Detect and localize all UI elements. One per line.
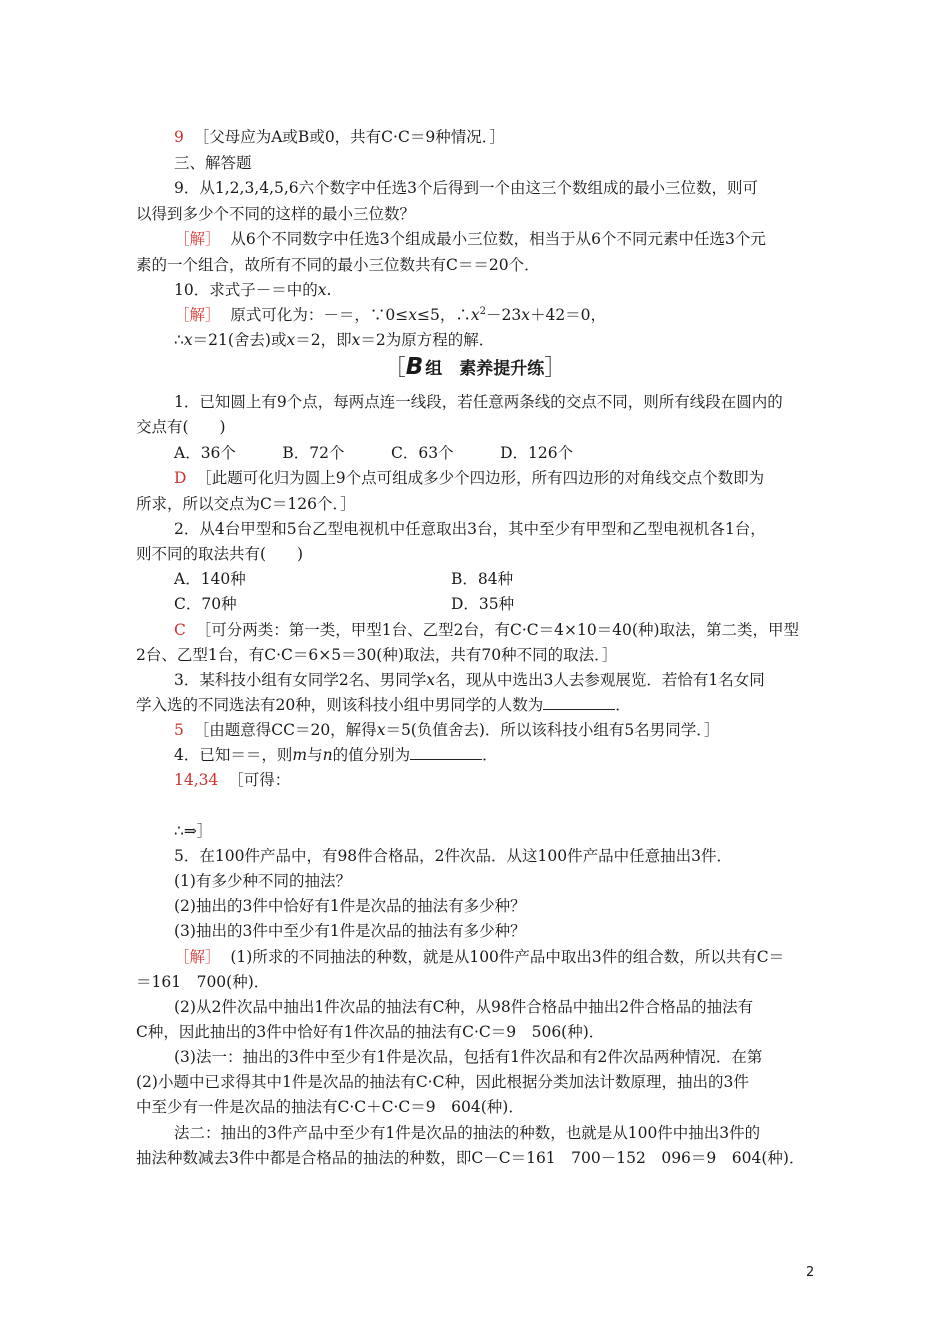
section-heading-label: ［B 组 素养提升练］ (383, 354, 567, 381)
solution-text: C种，因此抽出的3件中恰好有1件次品的抽法有C·C＝9 506(种)． (136, 1023, 605, 1041)
solution-text: (2)从2件次品中抽出1件次品的抽法有C种，从98件合格品中抽出2件合格品的抽法有 (174, 998, 754, 1016)
question-text: (3)抽出的3件中至少有1件是次品的抽法有多少种？ (174, 922, 526, 940)
section-title: 三、解答题 (174, 154, 252, 172)
question-text: 3．某科技小组有女同学2名、男同学x名，现从中选出3人去参观展览．若恰有1名女同 (174, 671, 765, 689)
page-number: 2 (806, 1265, 815, 1280)
question-text: 1．已知圆上有9个点，每两点连一线段，若任意两条线的交点不同，则所有线段在圆内的 (174, 393, 783, 411)
answer-key: C (174, 621, 186, 639)
answer-key: 5 (174, 721, 184, 739)
answer-text: ∴⇒］ (174, 822, 213, 840)
solution-tag: ［解］ (174, 948, 221, 966)
section-heading (0, 352, 950, 382)
solution-line: ［解］ 原式可化为：－＝，∵0≤x≤5，$\therefore x^2-23x+42=0$， (174, 305, 607, 324)
solution-text: (2)小题中已求得其中1件是次品的抽法有C·C种，因此根据分类加法计数原理，抽出的3件 (136, 1073, 749, 1091)
option-a: A．140种 (174, 570, 246, 588)
question-text: 10．求式子－＝中的x. (174, 281, 332, 299)
options-line: A．36个 B．72个 C．63个 D．126个 (174, 444, 574, 462)
option-d: D．35种 (451, 595, 515, 613)
answer-line: 5 ［由题意得CC＝20，解得x＝5(负值舍去)．所以该科技小组有5名男同学．］ (174, 721, 720, 739)
solution-text: 抽法种数减去3件中都是合格品的抽法的种数，即C－C＝161 700－152 096＝9 604(种)． (136, 1149, 805, 1167)
question-text: 2．从4台甲型和5台乙型电视机中任意取出3台，其中至少有甲型和乙型电视机各1台， (174, 520, 766, 538)
solution-text: 素的一个组合，故所有不同的最小三位数共有C＝＝20个． (136, 256, 540, 274)
question-text: 交点有( ) (136, 418, 226, 436)
question-text: (2)抽出的3件中恰好有1件是次品的抽法有多少种？ (174, 897, 526, 915)
answer-key: 14,34 (174, 771, 219, 789)
answer-line: D ［此题可化归为圆上9个点可组成多少个四边形，所有四边形的对角线交点个数即为 (174, 469, 765, 487)
question-text: 9．从1,2,3,4,5,6六个数字中任选3个后得到一个由这三个数组成的最小三位数，则可 (174, 179, 759, 197)
question-text: (1)有多少种不同的抽法？ (174, 872, 351, 890)
solution-text: 中至少有一件是次品的抽法有C·C＋C·C＝9 604(种)． (136, 1098, 524, 1116)
answer-key: 9 (174, 128, 184, 146)
question-text: 以得到多少个不同的这样的最小三位数？ (136, 205, 416, 223)
question-text: 5．在100件产品中，有98件合格品，2件次品．从这100件产品中任意抽出3件． (174, 847, 732, 865)
answer-blank (410, 745, 482, 760)
answer-key: D (174, 469, 187, 487)
option-b: B．84种 (451, 570, 514, 588)
option-c: C．70种 (174, 595, 237, 613)
question-text: 学入选的不同选法有20种，则该科技小组中男同学的人数为 ． (136, 696, 631, 714)
answer-line: 14,34 ［可得： (174, 771, 291, 789)
answer-text: 所求，所以交点为C＝126个．］ (136, 495, 356, 513)
solution-text: ∴x＝21(舍去)或x＝2，即x＝2为原方程的解． (174, 331, 495, 349)
answer-line: C ［可分两类：第一类，甲型1台、乙型2台，有C·C＝4×10＝40(种)取法，第二类，甲型 (174, 621, 799, 639)
question-text: 则不同的取法共有( ) (136, 545, 304, 563)
solution-line: ［解］ 从6个不同数字中任选3个组成最小三位数，相当于从6个不同元素中任选3个元 (174, 230, 766, 248)
solution-text: ＝161 700(种)． (136, 973, 270, 991)
solution-text: 法二：抽出的3件产品中至少有1件是次品的抽法的种数，也就是从100件中抽出3件的 (174, 1124, 761, 1142)
solution-tag: ［解］ (174, 230, 221, 248)
question-text: 4．已知＝＝，则m与n的值分别为 ． (174, 746, 498, 764)
answer-text: 2台、乙型1台，有C·C＝6×5＝30(种)取法，共有70种不同的取法．］ (136, 646, 618, 664)
answer-blank (543, 695, 615, 710)
answer-line: 9 ［父母应为A或B或0，共有C·C＝9种情况．］ (174, 128, 505, 146)
solution-line: ［解］ (1)所求的不同抽法的种数，就是从100件产品中取出3件的组合数，所以共有C＝ (174, 948, 785, 966)
solution-tag: ［解］ (174, 306, 221, 324)
solution-text: (3)法一：抽出的3件中至少有1件是次品，包括有1件次品和有2件次品两种情况．在第 (174, 1048, 763, 1066)
